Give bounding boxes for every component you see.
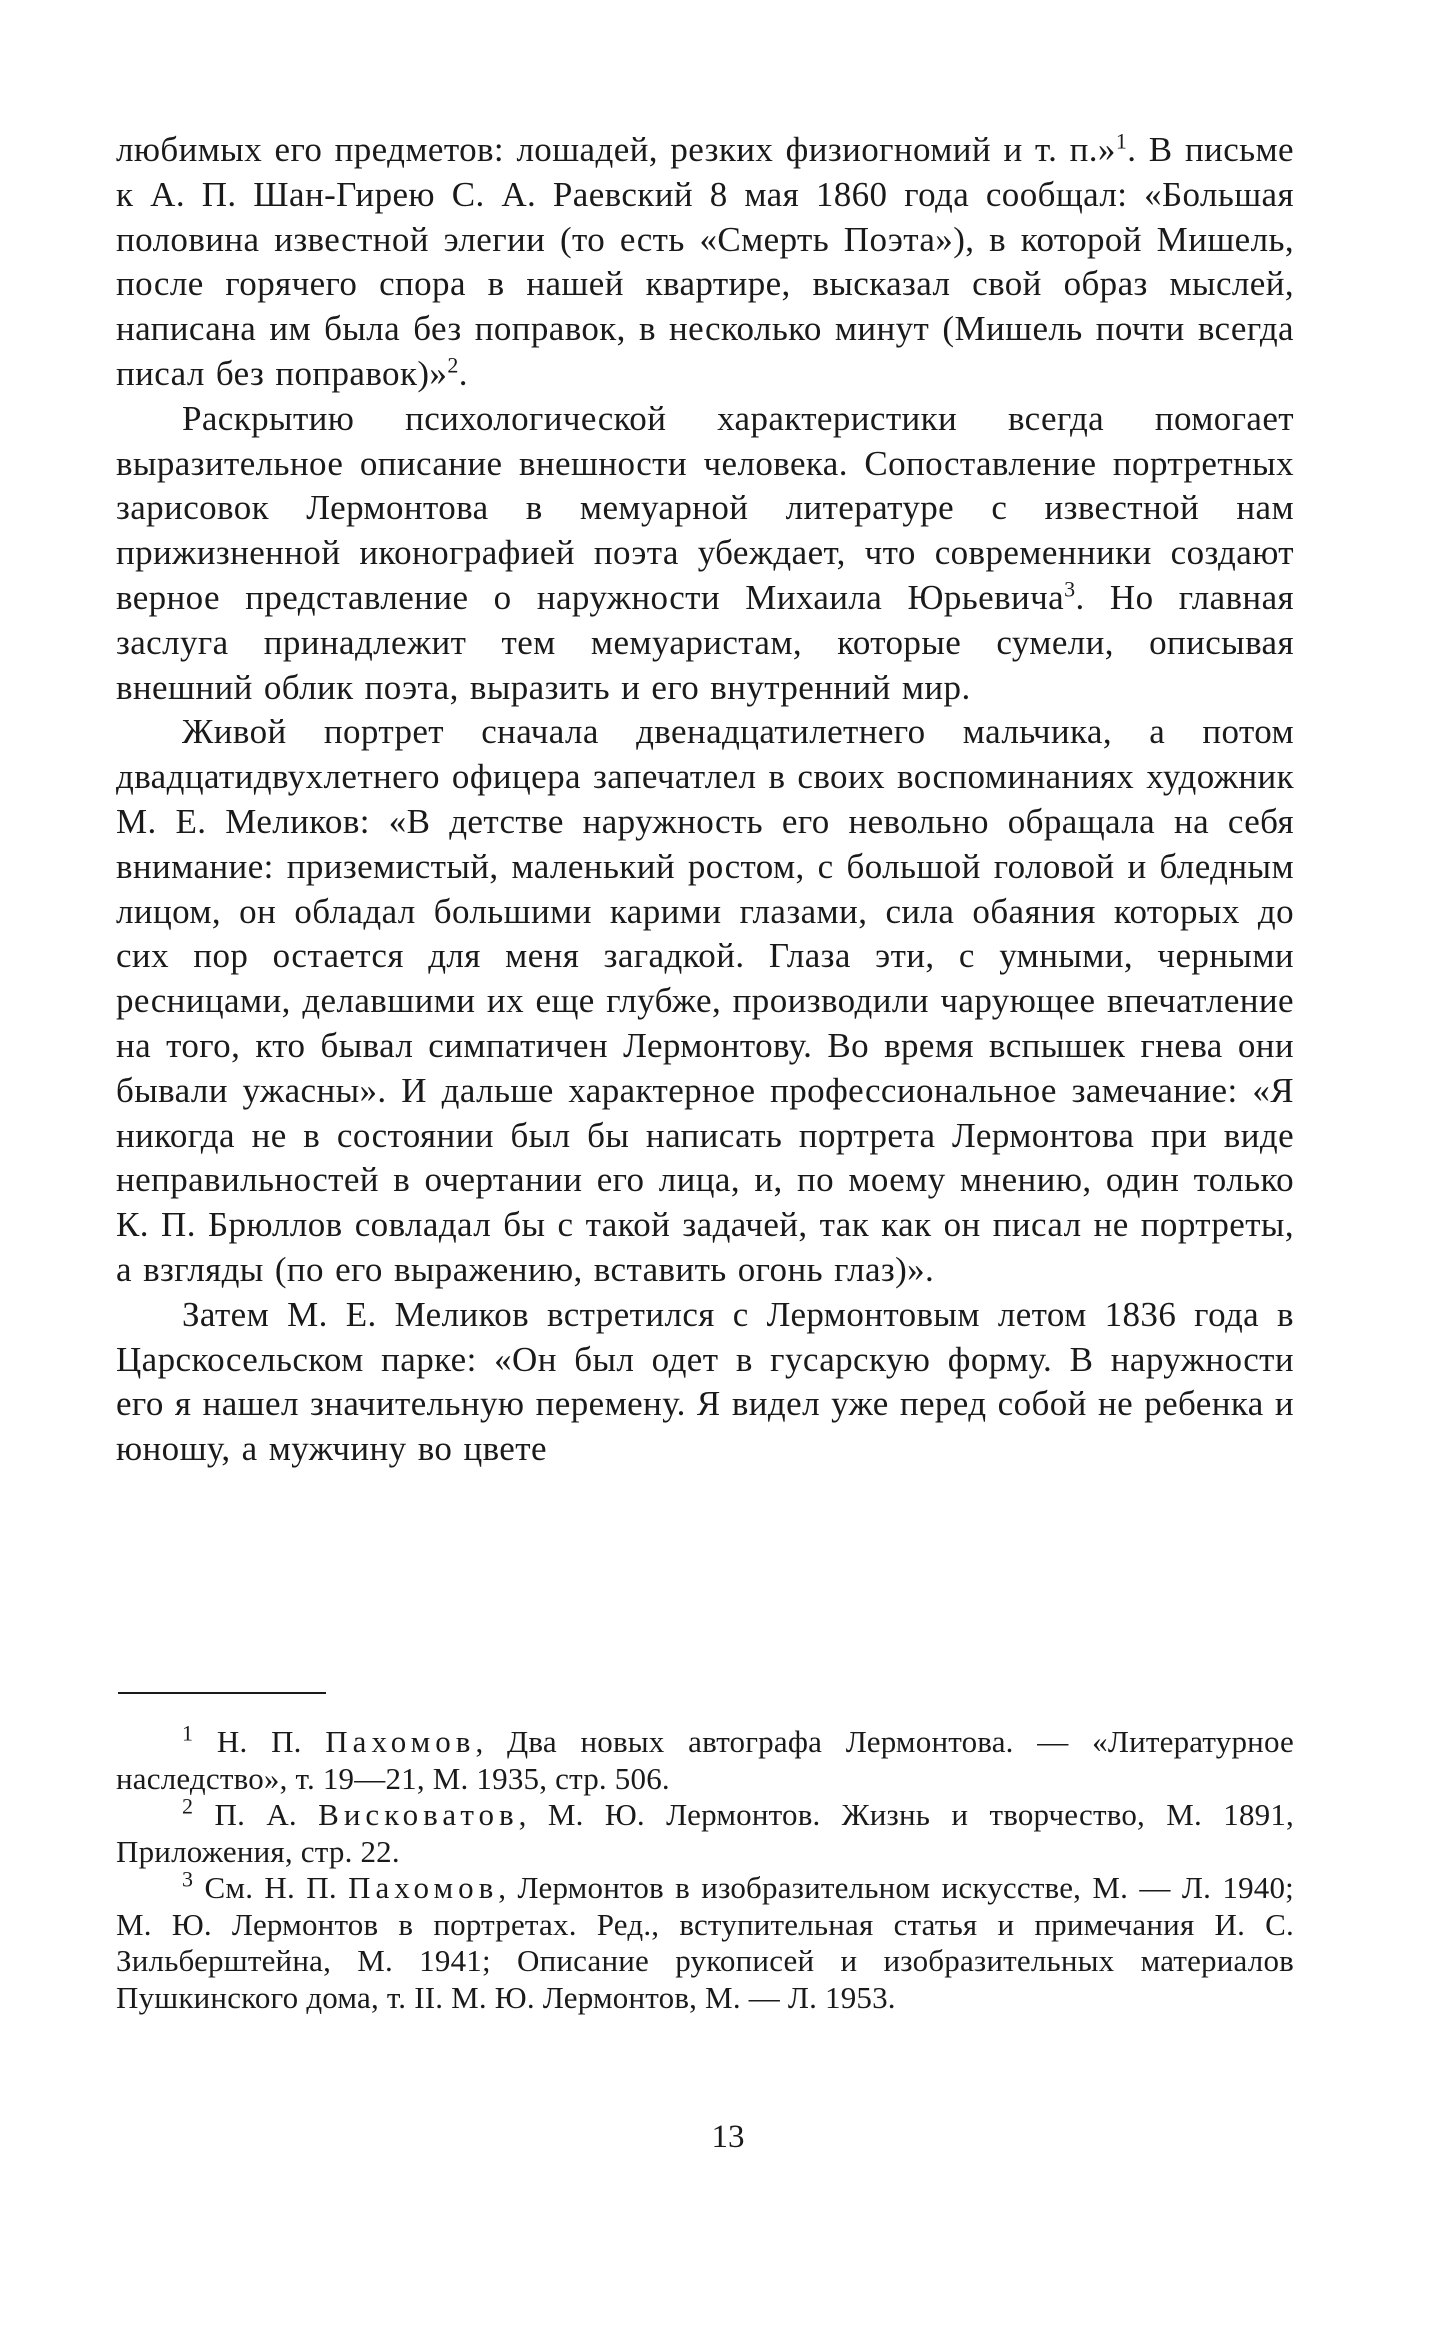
footnotes — [116, 1720, 1294, 2016]
footnote-ref-1: 1 — [1115, 128, 1128, 154]
footnote-3 — [116, 1866, 1294, 2016]
paragraph-4 — [116, 1293, 1294, 1472]
footnote-ref-2: 2 — [447, 352, 459, 378]
main-text — [116, 128, 1294, 1472]
footnote-2 — [116, 1793, 1294, 1870]
footnote-number: 1 — [182, 1720, 194, 1746]
footnote-author: Пахомов — [348, 1870, 499, 1905]
text-run: Раскрытию психологической характеристики всегда помогает выразительное описание внешности человека. Сопоставление портретных зарисовок Лермонтова в мемуарной литературе с известной нам прижизненной иконографией поэта убеждает, что современники создают верное представление о наружности Михаила Юрьевича — [116, 398, 1294, 617]
page-number: 13 — [711, 2119, 745, 2155]
footnote-text: , Два новых автографа Лермонтова. — «Литературное наследство», т. 19—21, М. 1935, стр. 506. — [116, 1724, 1294, 1796]
text-run: Живой портрет сначала двенадцатилетнего мальчика, а потом двадцатидвухлетнего офицера запечатлел в своих воспоминаниях художник М. Е. Меликов: «В детстве наружность его невольно обращала на себя внимание: приземистый, маленький ростом, с большой головой и бледным лицом, он обладал большими карими глазами, сила обаяния которых до сих пор остается для меня загадкой. Глаза эти, с умными, черными ресницами, делавшими их еще глубже, производили чарующее впечатление на того, кто бывал симпатичен Лермонтову. Во время вспышек гнева они бывали ужасны». И дальше характерное профессиональное замечание: «Я никогда не в состоянии был бы написать портрета Лермонтова при виде неправильностей в очертании его лица, и, по моему мнению, один только К. П. Брюллов совладал бы с такой задачей, так как он писал не портреты, а взгляды (по его выражению, вставить огонь глаз)». — [116, 712, 1294, 1289]
footnote-author: Пахомов — [325, 1724, 476, 1759]
paragraph-3 — [116, 710, 1294, 1292]
footnote-text: , Лермонтов в изобразительном искусстве, М. — Л. 1940; М. Ю. Лермонтов в портретах. Ред., вступительная статья и примечания И. С. Зильберштейна, М. 1941; Описание рукописей и изобразительных материалов Пушкинского дома, т. II. М. Ю. Лермонтов, М. — Л. 1953. — [116, 1870, 1294, 2015]
paragraph-1 — [116, 128, 1294, 397]
footnote-author-prefix: См. Н. П. — [204, 1870, 349, 1905]
footnote-number: 3 — [182, 1866, 194, 1892]
footnote-text: , М. Ю. Лермонтов. Жизнь и творчество, М. 1891, Приложения, стр. 22. — [116, 1797, 1294, 1869]
footnote-1 — [116, 1720, 1294, 1797]
text-run: . Но главная заслуга принадлежит тем мемуаристам, которые сумели, описывая внешний облик поэта, выразить и его внутренний мир. — [116, 577, 1294, 707]
footnote-ref-3: 3 — [1064, 576, 1076, 602]
text-run: . В письме к А. П. Шан-Гирею С. А. Раевский 8 мая 1860 года сообщал: «Большая половина известной элегии (то есть «Смерть Поэта»), в которой Мишель, после горячего спора в нашей квартире, высказал свой образ мыслей, написана им была без поправок, в несколько минут (Мишель почти всегда писал без поправок)» — [116, 130, 1294, 393]
text-run: Затем М. Е. Меликов встретился с Лермонтовым летом 1836 года в Царскосельском парке: «Он был одет в гусарскую форму. В наружности его я нашел значительную перемену. Я видел уже перед собой не ребенка и юношу, а мужчину во цвете — [116, 1294, 1294, 1469]
footnote-separator — [118, 1692, 326, 1694]
text-run: . — [458, 353, 468, 393]
text-run: любимых его предметов: лошадей, резких физиогномий и т. п.» — [116, 130, 1116, 169]
footnote-number: 2 — [182, 1793, 194, 1819]
paragraph-2 — [116, 397, 1294, 711]
footnote-author: Висковатов — [318, 1797, 519, 1832]
footnote-author-prefix: Н. П. — [216, 1724, 326, 1759]
footnote-author-prefix: П. А. — [214, 1797, 319, 1832]
